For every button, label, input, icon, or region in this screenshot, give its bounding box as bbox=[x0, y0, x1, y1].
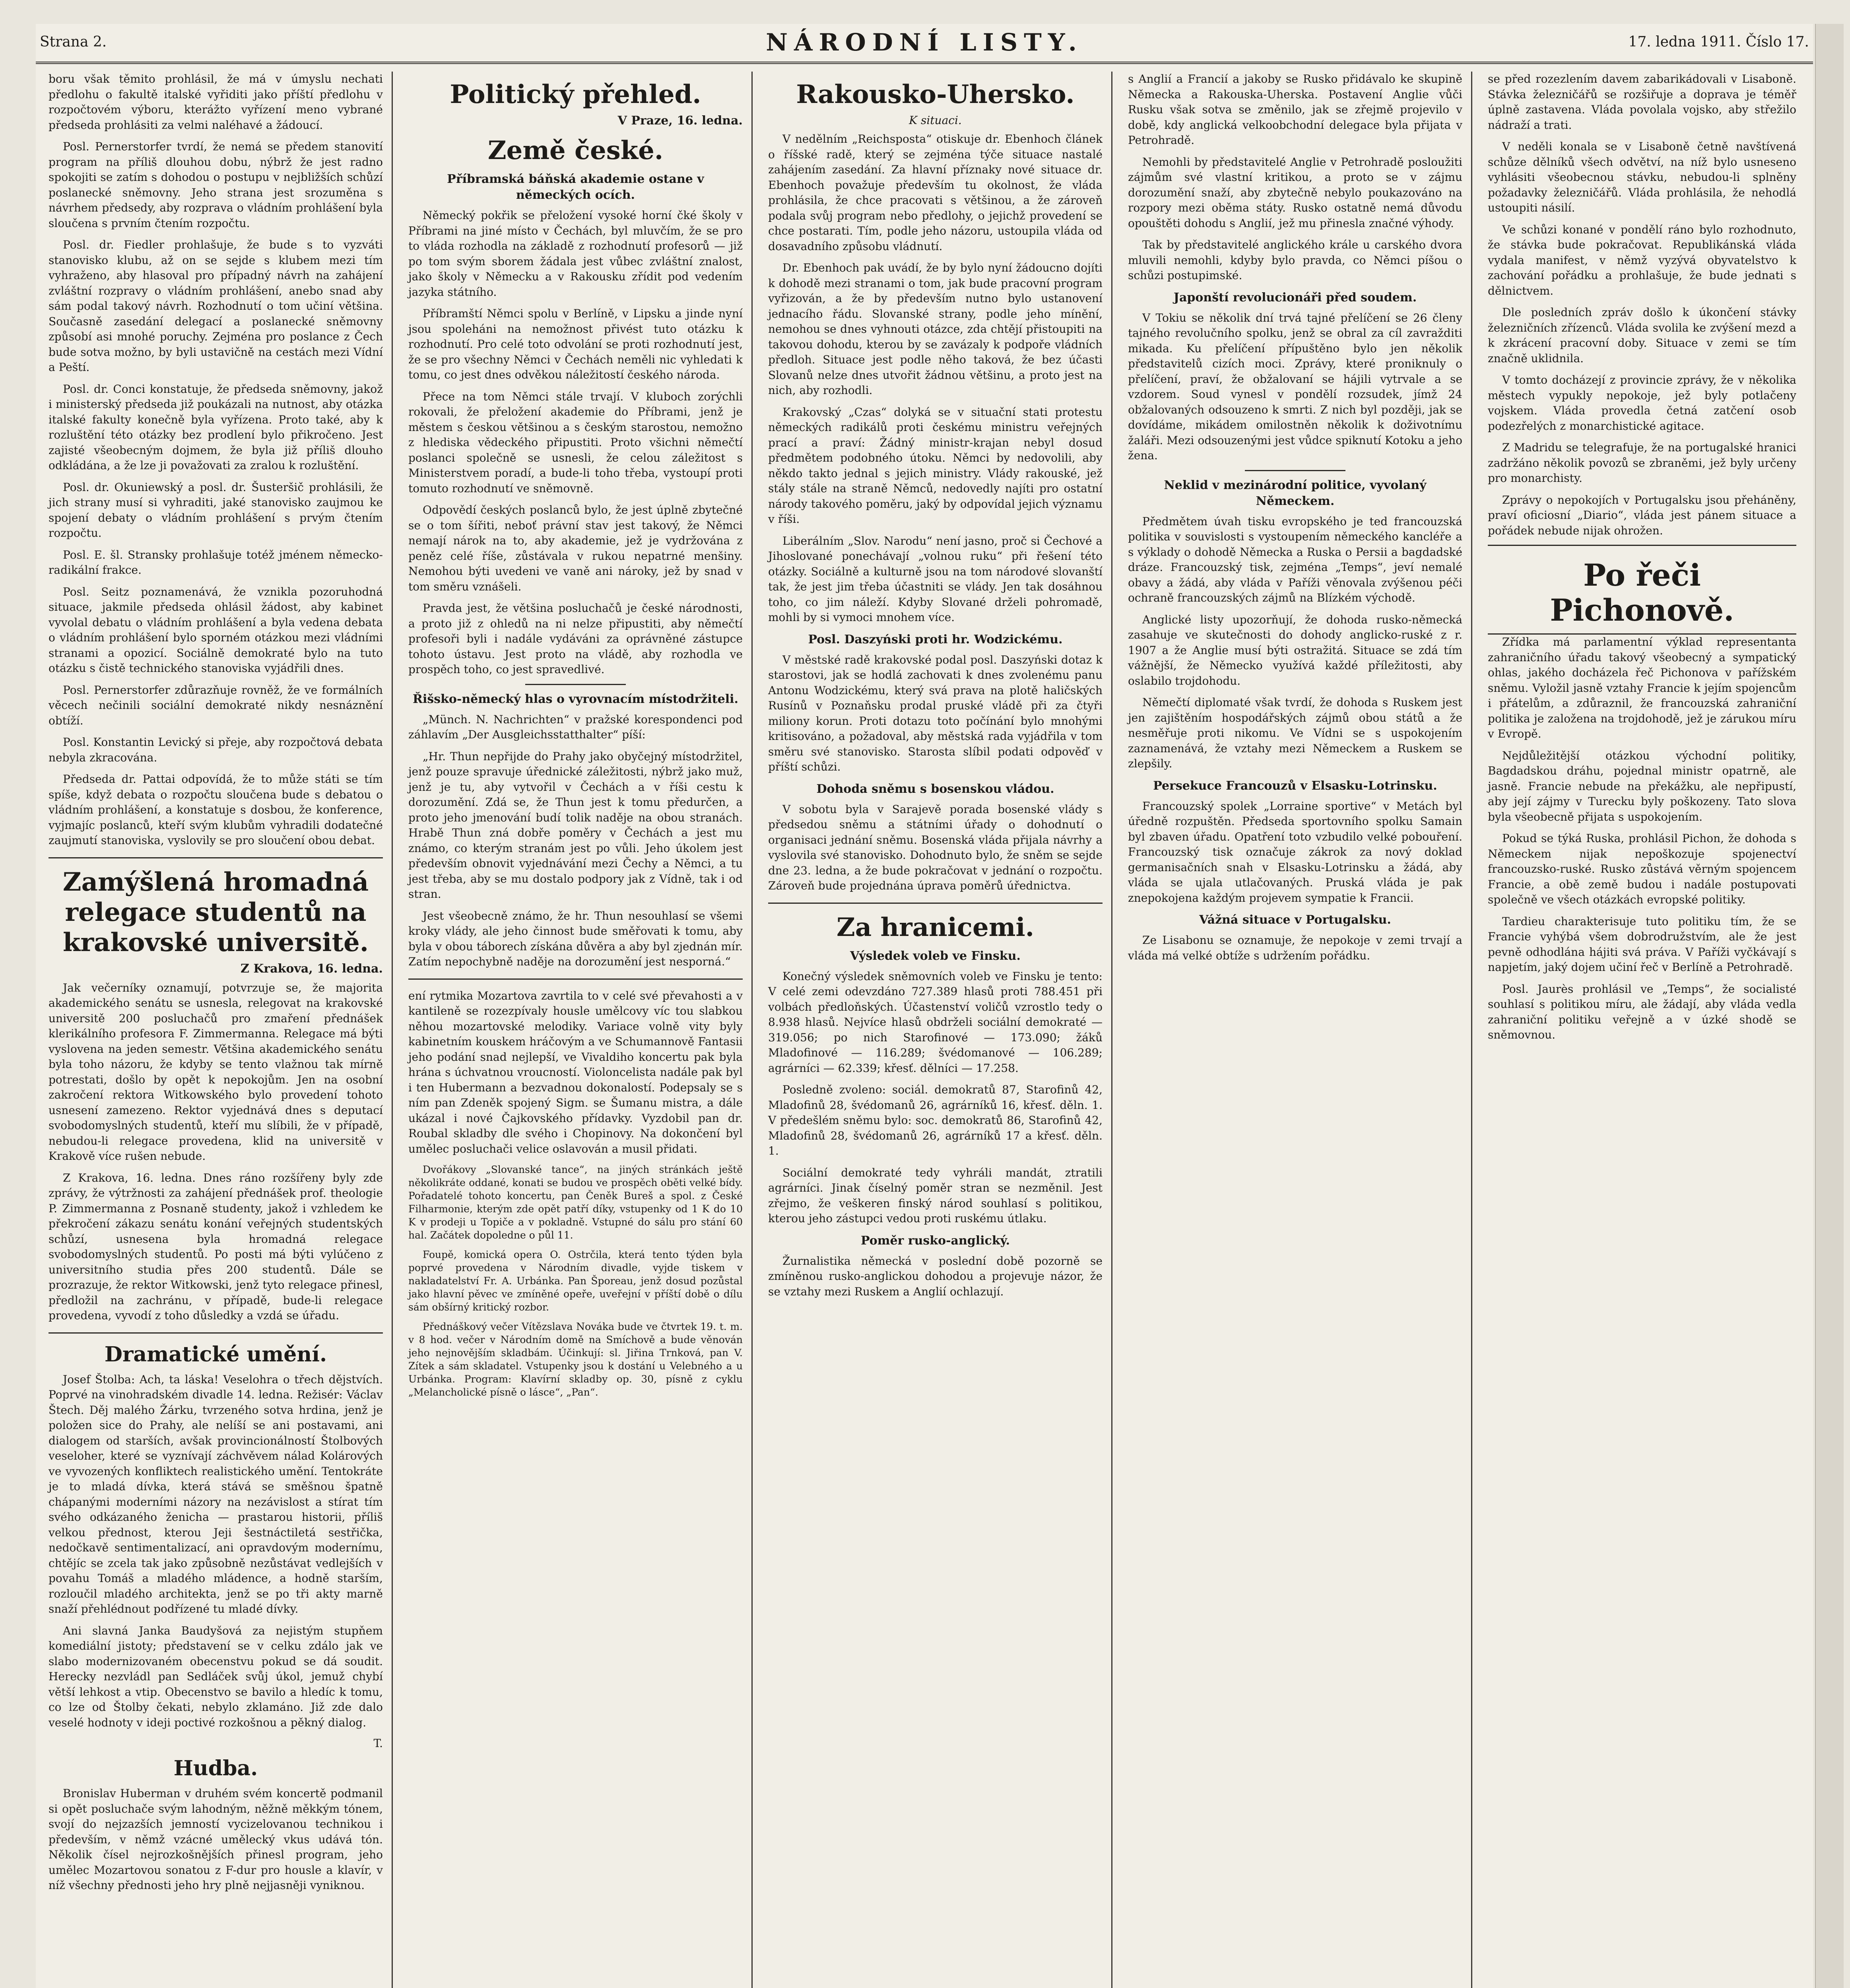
article-title: Řišsko-německý hlas o vyrovnacím místodržiteli. bbox=[413, 692, 738, 706]
paragraph: Přece na tom Němci stále trvají. V kluboch zorýchli rokovali, že přeložení akademie do Příbrami, jenž je městem s českou většinou a s českým starostou, nemožno z hlediska vědeckého připustiti. Proto všichni němečtí poslanci společně se usnesli, že celou záležitost s Ministerstvem poradí, a bude-li toho třeba, vystoupí proti tomuto rozhodnutí ve sněmovně. bbox=[408, 390, 743, 495]
divider bbox=[525, 684, 625, 685]
paragraph: V neděli konala se v Lisaboně četně navštívená schůze dělníků všech odvětví, na níž bylo usneseno vyhlásiti všeobecnou stávku, nebudou-li splněny požadavky železničářů. Vláda prohlásila, že nehodlá ustoupiti násilí. bbox=[1488, 140, 1796, 214]
paragraph: Předmětem úvah tisku evropského je ted francouzská politika v souvislosti s vystoupením německého kancléře a s výklady o dohodě Německa a Ruska o Persii a bagdadské dráze. Francouzský tisk, zejména „Temps“, jeví nemalé obavy a žádá, aby vláda v Paříži věnovala zvýšenou péči ochraně francouzských zájmů na Blízkém východě. bbox=[1128, 514, 1462, 604]
headline-relegace: Zamýšlená hromadná relegace studentů na krakovské universitě. bbox=[62, 867, 369, 957]
adjacent-page-edge bbox=[1815, 24, 1844, 1988]
paragraph: V nedělním „Reichsposta“ otiskuje dr. Ebenhoch článek o říšské radě, který se zejména týče situace nastalé zahájením zasedání. Za hlavní příznaky nové situace dr. Ebenhoch považuje především tu okolnost, že vláda prohlásila, že chce pracovati s většinou, a že zároveň podala svůj program nebo předlohy, o jejichž provedení se chce postarati. Tím, podle jeho názoru, ustoupila vláda od dosavadního způsobu vládnutí. bbox=[768, 132, 1103, 253]
paragraph: Pravda jest, že většina posluchačů je české národnosti, a proto již z ohledů na ni nelze připustiti, aby němečtí profesoři byli i nadále vydáváni za oprávněné zástupce tohoto ústavu. Jest proto na vládě, aby rozhodla ve prospěch toho, co jest spravedlivé. bbox=[408, 602, 743, 676]
paragraph: Posl. Jaurès prohlásil ve „Temps“, že socialisté souhlasí s politikou míru, ale žádají, aby vláda vedla zahraniční politiku veřejně a v úzké shodě se sněmovnou. bbox=[1488, 982, 1796, 1041]
paragraph: Příbramští Němci spolu v Berlíně, v Lipsku a jinde nyní jsou spoleháni na nemožnost přivést tuto otázku k rozhodnutí. Pro celé toto odvolání se proti rozhodnutí jest, že se pro všechny Němci v Čechách neměli nic vyhledati k tomu, co jest dnes odvěkou náležitostí českého národa. bbox=[408, 307, 743, 381]
section-subtitle: K situaci. bbox=[909, 114, 962, 127]
dateline: Z Krakova, 16. ledna. bbox=[240, 961, 383, 976]
paragraph: Pokud se týká Ruska, prohlásil Pichon, že dohoda s Německem nijak nepoškozuje spojenectví francouzsko-ruské. Rusko zůstává věrným spojencem Francie, a obě země budou i nadále postupovati společně ve všech otázkách evropské politiky. bbox=[1488, 832, 1796, 906]
divider bbox=[1245, 470, 1345, 471]
signature: T. bbox=[373, 1737, 383, 1750]
article-continuation: ení rytmika Mozartova zavrtila to v celé své převahosti a v kantileně se rozezpívaly housle umělcovy víc tou slabkou něhou mozartovské melodiky. Variace volně vity byly kabinetním kouskem hráčovým a ve Schumannově Fantasii jeho podání snad nejlepší, ve Vivaldiho koncertu pak byla hrána s úchvatnou vroucností. Violoncelista nadále pak byl i ten Hubermann a bezvadnou dokonalostí. Podepsaly se s ním pan Zdeněk spojený Sigm. se Šumanu mistra, a dále ukázal i nové Čajkovského přídavky. Vyzdobil pan dr. Roubal skladby dle svého i Chopinovy. Na dokončení byl umělec posluchači velice oslavován a musil přidati. bbox=[408, 989, 743, 1155]
paragraph: V Tokiu se několik dní trvá tajné přelíčení se 26 členy tajného revolučního spolku, jenž se obral za cíl zavražditi mikada. Ku přelíčení přípuštěno bylo jen několik představitelů cizích moci. Zprávy, které proniknuly o přelíčení, praví, že obžalovaní se hájili vytrvale a se vzdorem. Soud vynesl v pondělí rozsudek, jímž 24 obžalovaných odsouzeno k smrti. Z nich byl později, jak se dovídáme, mikádem omilostněn několik k doživotnímu žaláři. Mezi odsouzenými jest vůdce spiknutí Kotoku a jeho žena. bbox=[1128, 311, 1462, 462]
paragraph: Posl. Seitz poznamenává, že vznikla pozoruhodná situace, jakmile předseda ohlásil žádost, aby kabinet vyvolal debatu o vládním prohlášení a byla vedena debata o vládním prohlášení bylo sporném otázkou mezi vládními stranami a opozicí. Sociálně demokraté bylo na tuto otázku s čistě technického stanoviska vyjádřili dnes. bbox=[49, 585, 383, 675]
paragraph: Žurnalistika německá v poslední době pozorně se zmíněnou rusko-anglickou dohodou a projevuje názor, že se vztahy mezi Ruskem a Anglií ochlazují. bbox=[768, 1254, 1103, 1298]
article-title: Výsledek voleb ve Finsku. bbox=[850, 949, 1021, 963]
section-austria-hungary: Rakousko-Uhersko. bbox=[796, 80, 1075, 109]
paragraph: Posledně zvoleno: sociál. demokratů 87, Starofinů 42, Mladofinů 28, švédomanů 26, agrárníků 16, křesť. děln. 1. V předešlém sněmu bylo: soc. demokratů 86, Starofinů 42, Mladofinů 28, švédomanů 26, agrárníků 17 a křesť. děln. 1. bbox=[768, 1083, 1103, 1157]
paragraph: Ze Lisabonu se oznamuje, že nepokoje v zemi trvají a vláda má velké obtíže s udržením pořádku. bbox=[1128, 934, 1462, 962]
paragraph: Liberálním „Slov. Narodu“ není jasno, proč si Čechové a Jihoslované ponechávají „volnou ruku“ při řešení této otázky. Sociálně a kulturně jsou na tom národové slovanští tak, že jest jim třeba účastniti se vlády. Jen tak dosáhnou toho, co jim náleží. Kdyby Slované drželi pohromadě, mohli by si vymoci mnohem více. bbox=[768, 534, 1103, 624]
paragraph: Němečtí diplomaté však tvrdí, že dohoda s Ruskem jest jen zajištěním hospodářských zájmů obou států a že nesměřuje proti nikomu. Ve Vídni se s uspokojením zaznamenává, že vztahy mezi Německem a Ruskem se zlepšily. bbox=[1128, 696, 1462, 770]
paragraph: Odpovědí českých poslanců bylo, že jest úplně zbytečné se o tom šířiti, neboť právní stav jest takový, že Němci nemají nárok na to, aby akademie, jež je vydržována z peněz celé říše, zůstávala v rukou nepatrné menšiny. Nemohou býti uvedeni ve vaně ani nároky, jež by snad v tom směru vznášeli. bbox=[408, 503, 743, 593]
article-title: Poměr rusko-anglický. bbox=[860, 1233, 1010, 1248]
paragraph: Z Krakova, 16. ledna. Dnes ráno rozšířeny byly zde zprávy, že výtržnosti za zahájení přednášek prof. theologie P. Zimmermanna z Posnaně studenty, jakož i vzhledem ke překročení zákazu senátu konání veřejných studentských schůzí, usnesena byla hromadná relegace svobodomyslných studentů. Po posti má býti vylúčeno z universitního studia přes 200 studentů. Dále se prozrazuje, že rektor Witkowski, jenž tyto relegace přinesl, předložil na zachránu, v případě, bude-li relegace provedena, vyvodí z toho důsledky a vzdá se úřadu. bbox=[49, 1171, 383, 1322]
paragraph: Tak by představitelé anglického krále u carského dvora mluvili nemohli, kdyby bylo pravda, co Němci píšou o schůzi postupimské. bbox=[1128, 238, 1462, 282]
column-4 bbox=[1119, 72, 1472, 1988]
paragraph: Nejdůležitější otázkou východní politiky, Bagdadskou dráhu, pojednal ministr opatrně, ale jasně. Francie nebude na překážku, ale nepřipustí, aby její zájmy v Turecku byly poškozeny. Tato slova byla všeobecně přijata s uspokojením. bbox=[1488, 749, 1796, 823]
paragraph: Ve schůzi konané v pondělí ráno bylo rozhodnuto, že stávka bude pokračovat. Republikánská vláda vydala manifest, v němž vyzývá obyvatelstvo k zachování pořádku a prohlašuje, že bude jednati s dělnictvem. bbox=[1488, 223, 1796, 297]
column-1 bbox=[40, 72, 393, 1988]
paragraph: Předseda dr. Pattai odpovídá, že to může státi se tím spíše, když debata o rozpočtu sloučena bude s debatou o vládním prohlášení, a konstatuje s dosbou, že konference, vyjmajíc poslanců, kteří svým klubům vyhradili dodatečné zaujmutí stanoviska, vyslovily se pro sloučení obou debat. bbox=[49, 773, 383, 847]
paragraph: Jak večerníky oznamují, potvrzuje se, že majorita akademického senátu se usnesla, relegovat na krakovské universitě 200 posluchačů pro zmaření přednášek klerikálního profesora F. Zimmermanna. Relegace má býti vyslovena na jeden semestr. Většina akademického senátu byla toho názoru, že kdyby se tento vlažnou tak mírně potrestati, došlo by opět k nepokojům. Jen na osobní zakročení rektora Witkowského bylo provedení tohoto usnesení zamezeno. Rektor vyjednává dnes s deputací svobodomyslných studentů, kteří mu slíbili, že v případě, nebudou-li relegace provedena, klid na universitě v Krakově více rušen nebude. bbox=[49, 981, 383, 1163]
newspaper-title: NÁRODNÍ LISTY. bbox=[766, 29, 1083, 56]
paragraph: Josef Štolba: Ach, ta láska! Veselohra o třech dějstvích. Poprvé na vinohradském divadle 14. ledna. Režisér: Václav Štech. Děj malého Žárku, tvrzeného sotva hrdina, jenž je položen sice do Prahy, ale nelíší se ani postavami, ani dialogem od starších, avšak provincionálností Štolbových veseloher, které se vyznívají záchvěvem nálad Kolárových ve vyvozených konfliktech realistického umění. Tentokráte je to mladá dívka, která stává se směšnou špatně chápanými moderními názory na nezávislost a stírat tím svého odkázaného ženicha — prastarou historii, příliš velkou přednost, kterou Jeji šestnáctiletá sestřička, nedočkavě sentimentalizací, ani opravdovým modernímu, chtějíc se zcela tak jako způsobně nezůstávat vedlejších v povahu Tomáš a mladého mládence, a hodně starším, rozloučil mladého architekta, jenž se po tři akty marně snaží přehlédnout podřízené tu mladé dívky. bbox=[49, 1373, 383, 1615]
notice: Dvořákovy „Slovanské tance“, na jiných stránkách ještě několikráte oddané, konati se budou ve prospěch oběti velké bídy. Pořadatelé tohoto koncertu, pan Čeněk Bureš a spol. z České Filharmonie, kterým zde opět patří díky, vstupenky od 1 K do 10 K v prodeji u Topiče a v pokladně. Vstupné do sálu pro stání 60 hal. Začátek dopoledne o půl 11. bbox=[408, 1164, 743, 1241]
article-frame bbox=[1488, 545, 1796, 635]
masthead bbox=[36, 24, 1813, 64]
paragraph: Konečný výsledek sněmovních voleb ve Finsku je tento: V celé zemi odevzdáno 727.389 hlasů proti 788.451 při volbách předloňských. Účastenství voličů vzrostlo tedy o 8.938 hlasů. Nejvíce hlasů obdrželi sociální demokraté — 319.056; po nich Starofinové — 173.090; žáků Mladofinové — 116.289; švédomanové — 106.289; agrárníci — 62.339; křesť. dělníci — 17.258. bbox=[768, 969, 1103, 1075]
paragraph: Krakovský „Czas“ dolyká se v situační stati protestu německých radikálů proti českému ministru veřejných prací a praví: Žádný ministr-krajan nebyl dosud předmětem podobného útoku. Němci by nedovolili, aby někdo takto jednal s jejich ministry. Vlády rakouské, jež stály stále na straně Němců, nedovedly najíti pro ostatní národy takového poměru, jaký by odpovídal jejich významu v říši. bbox=[768, 405, 1103, 526]
paragraph: Posl. Pernerstorfer zdůrazňuje rovněž, že ve formálních věcech nečinili sociální demokraté nikdy nesnáznění obtíží. bbox=[49, 683, 383, 727]
paragraph: Posl. Pernerstorfer tvrdí, že nemá se předem stanovití program na příliš dlouhou dobu, nýbrž že jest radno spokojiti se zatím s dohodou o postupu v nejbližších schůzí poslanecké sněmovny. Jeho strana jest srozuměna s návrhem předsedy, aby rozprava o vládním prohlášení byla sloučena s prvním čtením rozpočtu. bbox=[49, 140, 383, 230]
headline-pichon: Po řeči Pichonově. bbox=[1550, 557, 1734, 628]
paragraph: Ani slavná Janka Baudyšová za nejistým stupňem komediální jistoty; představení se v celku zdálo jak ve slabo modernizovaném obecenstvu pokud se dá soudit. Herecky nezvládl pan Sedláček svůj úkol, jemuž chybí větší lehkost a vtip. Obecenstvo se bavilo a hledíc k tomu, co lze od Štolby čekati, nebylo zklamáno. Již zde dalo veselé hodnoty v ideji poctivé rozkošnou a pěkný dialog. bbox=[49, 1624, 383, 1729]
article-title: Japonští revolucionáři před soudem. bbox=[1173, 290, 1417, 305]
paragraph: „Hr. Thun nepřijde do Prahy jako obyčejný místodržitel, jenž pouze spravuje úřednické záležitosti, nýbrž jako muž, jenž je tu, aby vytvořil v Čechách a v říši cestu k dorozumění. Zdá se, že Thun jest k tomu předurčen, a proto jeho jmenování budí tolik naděje na obou stranách. Hrabě Thun zná dobře poměry v Čechách a jest mu známo, co kterým stranám jest po vůli. Jeho úkolem jest především obnovit vyjednávání mezi Čechy a Němci, a tu jest třeba, aby se mu dostalo podpory jak z Vídně, tak i od stran. bbox=[408, 749, 743, 901]
paragraph: Posl. dr. Conci konstatuje, že předseda sněmovny, jakož i ministerský předseda již poukázali na nutnost, aby otázka italské fakulty konečně byla vyřízena. Proto také, aby k rozluštění této otázky bez prodlení bylo přikročeno. Jest zajisté všeobecným dojmem, že byla již příliš dlouho odkládána, a že lze ji považovati za zralou k rozluštění. bbox=[49, 382, 383, 472]
paragraph: V sobotu byla v Sarajevě porada bosenské vlády s předsedou sněmu a státními úřady o dohodnutí o organisaci jednání sněmu. Bosenská vláda přijala návrhy a vyslovila své stanovisko. Dohodnuto bylo, že sněm se sejde dne 23. ledna, a že bude pokračovat v jednání o rozpočtu. Zároveň bude projednána úprava poměrů úřednictva. bbox=[768, 802, 1103, 892]
section-abroad: Za hranicemi. bbox=[836, 912, 1035, 942]
paragraph: Posl. dr. Okuniewský a posl. dr. Šusteršič prohlásili, že jich strany musí si vyhraditi, jaké stanovisko zaujmou ke spojení debaty o vládním prohlášení s prvým čtením rozpočtu. bbox=[49, 480, 383, 540]
column-2 bbox=[400, 72, 753, 1988]
article-title: Příbramská báňská akademie ostane v německých ocích. bbox=[447, 172, 704, 202]
divider bbox=[49, 1332, 383, 1334]
paragraph: Posl. E. šl. Stransky prohlašuje totéž jménem německo-radikální frakce. bbox=[49, 548, 383, 577]
section-dramatic-art: Dramatické umění. bbox=[104, 1342, 327, 1367]
paragraph: Posl. dr. Fiedler prohlašuje, že bude s to vyzváti stanovisko klubu, až on se sejde s klubem mezi tím vyhraženo, aby hlasoval pro případný návrh na zahájení zvláštní rozpravy o vládním prohlášení, anebo snad aby sám podal takový návrh. Rozhodnutí o tom učiní většina. Současně zasedání delegací a poslanecké sněmovny způsobí asi mnohé poruchy. Zejména pro poslance z Čech bude sotva možno, by byli ustavičně na cestách mezi Vídní a Peští. bbox=[49, 238, 383, 374]
column-3 bbox=[759, 72, 1112, 1988]
column-5 bbox=[1479, 72, 1805, 1988]
paragraph: Jest všeobecně známo, že hr. Thun nesouhlasí se všemi kroky vlády, ale jeho činnost bude směřovati k tomu, aby byla v obou táborech získána důvěra a aby byl zjednán mír. Zatím nepochybně naděje na dorozumění jest nesporná.“ bbox=[408, 909, 743, 968]
article-title: Dohoda sněmu s bosenskou vládou. bbox=[816, 782, 1054, 796]
paragraph: V městské radě krakovské podal posl. Daszyński dotaz k starostovi, jak se hodlá zachovati k dnes zvolenému panu Antonu Wodzickému, který svá prava na plotě haličských Rusínů v Poznaňsku prodal pruské vládě při za čtyři miliony korun. Proti dotazu toto počínání bylo mnohými kritisováno, a požadoval, aby městská rada vyjádřila v tom směru své stanovisko. Starosta slíbil podati odpověď v příští schůzi. bbox=[768, 653, 1103, 773]
section-political-overview: Politický přehled. bbox=[450, 80, 701, 109]
section-music: Hudba. bbox=[173, 1756, 258, 1780]
subsection-czech-lands: Země české. bbox=[487, 136, 664, 165]
article-title: Vážná situace v Portugalsku. bbox=[1199, 913, 1391, 927]
paragraph: Posl. Konstantin Levický si přeje, aby rozpočtová debata nebyla zkracována. bbox=[49, 736, 383, 764]
divider bbox=[49, 857, 383, 858]
article-continuation: boru však těmito prohlásil, že má v úmyslu nechati předlohu o fakultě italské vyřiditi jako příští předlohu v rozpočtovém výboru, kterážto vyřízení meno vybrané předseda prohlásiti za velmi naléhavé a žádoucí. bbox=[49, 72, 383, 132]
divider bbox=[768, 903, 1103, 904]
newspaper-page bbox=[36, 24, 1813, 1988]
notice: Přednáškový večer Vítězslava Nováka bude ve čtvrtek 19. t. m. v 8 hod. večer v Národním domě na Smíchově a bude věnován jeho nejnovějším skladbám. Účinkují: sl. Jiřina Trnková, pan V. Zítek a sám skladatel. Vstupenky jsou k dostání u Velebného a u Urbánka. Program: Klavírní skladby op. 30, písně z cyklu „Melancholické písně o lásce“, „Pan“. bbox=[408, 1321, 743, 1398]
notice: Foupě, komická opera O. Ostrčila, která tento týden byla poprvé provedena v Národním divadle, vyjde tiskem v nakladatelství Fr. A. Urbánka. Pan Šporeau, jenž dosud pozůstal jako hlavní pěvec ve zmíněné opeře, uveřejní v příští době o dílu sám obšírný kritický rozbor. bbox=[408, 1249, 743, 1313]
paragraph: Dle posledních zpráv došlo k úkončení stávky železničních zřízenců. Vláda svolila ke zvýšení mezd a k zkrácení pracovní doby. Situace v zemi se tím značně uklidnila. bbox=[1488, 306, 1796, 365]
article-continuation: se před rozezlením davem zabarikádovali v Lisaboně. Stávka železničářů se rozšiřuje a doprava je téměř úplně zastavena. Vláda povolala vojsko, aby střežilo nádraží a trati. bbox=[1488, 72, 1796, 132]
paragraph: Z Madridu se telegrafuje, že na portugalské hranici zadržáno několik povozů se zbraněmi, jež byly určeny pro monarchisty. bbox=[1488, 441, 1796, 485]
paragraph: Nemohli by představitelé Anglie v Petrohradě posloužiti zájmům své vlastní kritikou, a proto se v zájmu dorozumění snaží, aby zbytečně nebylo poukazováno na rozpory mezi oběma státy. Rusko ostatně nemá důvodu opouštěti dohodu s Anglií, jež mu přinesla značné výhody. bbox=[1128, 155, 1462, 230]
paragraph: Zprávy o nepokojích v Portugalsku jsou přeháněny, praví oficiosní „Diario“, vláda jest pánem situace a pořádek nebude nijak ohrožen. bbox=[1488, 493, 1796, 537]
paragraph: Sociální demokraté tedy vyhráli mandát, ztratili agrárníci. Jinak číselný poměr stran se nezměnil. Jest zřejmo, že veškeren finský národ souhlasí s politikou, kterou jeho zástupci vedou proti ruskému útlaku. bbox=[768, 1166, 1103, 1225]
issue-date: 17. ledna 1911. Číslo 17. bbox=[1628, 34, 1809, 50]
paragraph: Anglické listy upozorňují, že dohoda rusko-německá zasahuje ve skutečnosti do dohody anglicko-ruské z r. 1907 a že Anglie musí býti ostražitá. Situace se zdá tím vážnější, že Německo využívá každé příležitosti, aby oslabilo trojdohodu. bbox=[1128, 613, 1462, 687]
dateline: V Praze, 16. ledna. bbox=[617, 114, 743, 128]
divider bbox=[408, 978, 743, 980]
paragraph: Bronislav Huberman v druhém svém koncertě podmanil si opět posluchače svým lahodným, něžně měkkým tónem, svojí do nejzazších jemností vycizelovanou technikou i především, v němž vzácné umělecký vkus udává tón. Několik čísel nejrozkošnějších přinesl program, jeho umělec Mozartovou sonatou z F-dur pro housle a klavír, v níž všechny přednosti jeho hry plně nejjasněji vyniknou. bbox=[49, 1787, 383, 1892]
paragraph: Zřídka má parlamentní výklad representanta zahraničního úřadu takový všeobecný a sympatický ohlas, jakého docházela řeč Pichonova v pařížském sněmu. Vyložil jasně vztahy Francie k jejím spojencům i přátelům, a zdůraznil, že francouzská zahraniční politika je založena na trojdohodě, jež je zárukou míru v Evropě. bbox=[1488, 635, 1796, 740]
paragraph: „Münch. N. Nachrichten“ v pražské korespondenci pod záhlavím „Der Ausgleichsstatthalter“ píší: bbox=[408, 712, 743, 741]
paragraph: Tardieu charakterisuje tuto politiku tím, že se Francie vyhýbá všem dobrodružstvím, ale že jest pevně odhodlána hájiti svá práva. V Paříži vyčkávají s napjetím, jaký dojem učiní řeč v Berlíně a Petrohradě. bbox=[1488, 914, 1796, 974]
article-title: Posl. Daszyński proti hr. Wodzickému. bbox=[808, 632, 1063, 646]
paragraph: Francouzský spolek „Lorraine sportive“ v Metách byl úředně rozpuštěn. Předseda sportovního spolku Samain byl zbaven úřadu. Opatření toto vzbudilo velké pobouření. Francouzský tisk označuje zákrok za nový doklad germanisačních snah v Elsasku-Lotrinsku a žádá, aby vláda se ujala utlačovaných. Pruská vláda je pak znepokojena každým projevem sympatie k Francii. bbox=[1128, 799, 1462, 905]
paragraph: V tomto docházejí z provincie zprávy, že v několika městech vypukly nepokoje, jež byly potlačeny vojskem. Vláda provedla četná zatčení osob podezřelých z monarchistické agitace. bbox=[1488, 373, 1796, 433]
article-title: Neklid v mezinárodní politice, vyvolaný Německem. bbox=[1164, 478, 1427, 508]
paragraph: Dr. Ebenhoch pak uvádí, že by bylo nyní žádoucno dojíti k dohodě mezi stranami o tom, jak bude pracovní program vyřizován, a že by především nutno bylo ustanovení jednacího řádu. Slovanské strany, podle jeho mínění, nemohou se dnes vyhnouti otázce, zda chtějí přistoupiti na takovou dohodu, kterou by se zavázaly k podpoře vládních předloh. Situace jest podle něho taková, že bez účasti Slovanů nelze dnes utvořit žádnou většinu, a proto jest na nich, aby rozhodli. bbox=[768, 261, 1103, 397]
article-title: Persekuce Francouzů v Elsasku-Lotrinsku. bbox=[1153, 779, 1437, 793]
page-number: Strana 2. bbox=[40, 34, 107, 50]
article-continuation: s Anglií a Francií a jakoby se Rusko přidávalo ke skupině Německa a Rakouska-Uherska. Postavení Anglie vůči Rusku však sotva se změnilo, jak se zřejmě projevilo v době, kdy anglická velkoobchodní delegace byla přijata v Petrohradě. bbox=[1128, 72, 1462, 147]
paragraph: Německý pokřik se přeložení vysoké horní čké školy v Příbrami na jiné místo v Čechách, byl mluvčím, že se pro to vláda rozhodla na základě z rozhodnutí profesorů — již po tom svým sborem žádala jest vůbec zvláštní znalost, jako školy v Německu a v Rakousku zřídit pod vedením jazyka státního. bbox=[408, 209, 743, 299]
